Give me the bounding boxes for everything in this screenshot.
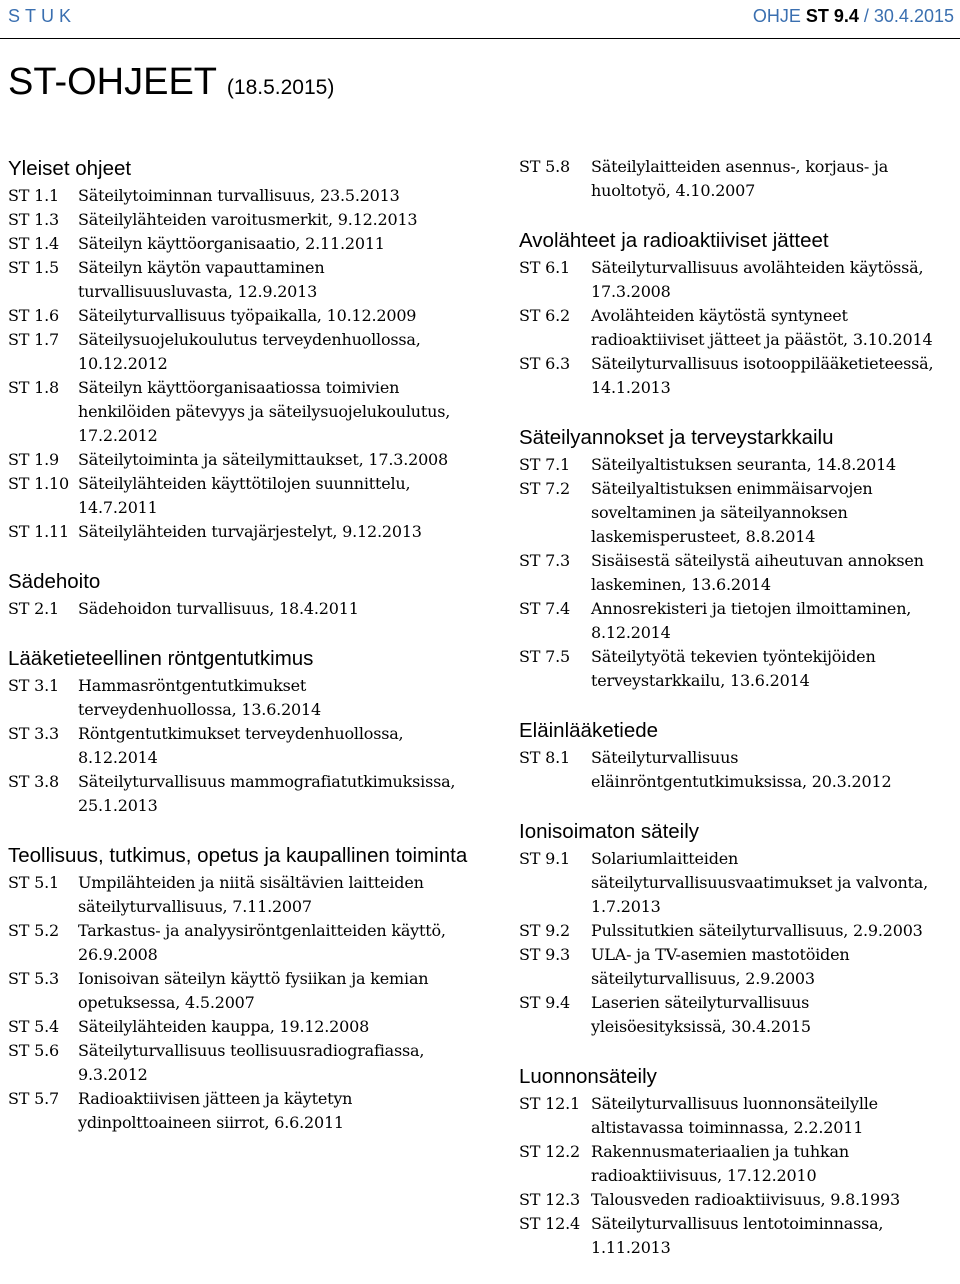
guide-code: ST 7.3 xyxy=(519,551,570,570)
guide-prefix: OHJE xyxy=(752,6,806,26)
guide-list-item xyxy=(8,597,468,621)
guide-title: Solariumlaitteiden säteilyturvallisuusvaatimukset ja valvonta, 1.7.2013 xyxy=(591,849,929,916)
guide-section xyxy=(519,155,955,203)
guide-list-item xyxy=(8,1039,468,1087)
guide-code: ST 5.7 xyxy=(8,1089,59,1108)
guide-title: Säteilylähteiden kauppa, 19.12.2008 xyxy=(78,1017,370,1036)
guide-title: Säteilyturvallisuus työpaikalla, 10.12.2009 xyxy=(78,306,417,325)
guide-title: Avolähteiden käytöstä syntyneet radioaktiiviset jätteet ja päästöt, 3.10.2014 xyxy=(591,306,933,349)
guide-title: Säteilysuojelukoulutus terveydenhuollossa, 10.12.2012 xyxy=(78,330,421,373)
guide-title: Laserien säteilyturvallisuus yleisöesityksissä, 30.4.2015 xyxy=(591,993,811,1036)
guide-code: ST 1.1 xyxy=(8,186,59,205)
guide-code: ST 1.3 xyxy=(8,210,59,229)
guide-list-item xyxy=(519,256,955,304)
guide-code: ST 1.5 xyxy=(8,258,59,277)
guide-list-item xyxy=(8,770,468,818)
guide-title: Säteilytyötä tekevien työntekijöiden terveystarkkailu, 13.6.2014 xyxy=(591,647,876,690)
guide-list-item xyxy=(8,520,468,544)
section-heading: Sädehoito xyxy=(8,570,101,593)
guide-list-item xyxy=(519,1092,955,1140)
guide-title: Pulssitutkien säteilyturvallisuus, 2.9.2003 xyxy=(591,921,923,940)
guide-list-item xyxy=(519,155,955,203)
section-heading: Avolähteet ja radioaktiiviset jätteet xyxy=(519,229,829,252)
guide-code: ST 9.2 xyxy=(519,921,570,940)
guide-code: ST 1.8 xyxy=(8,378,59,397)
guide-list-item xyxy=(8,184,468,208)
guide-title: Röntgentutkimukset terveydenhuollossa, 8.12.2014 xyxy=(78,724,404,767)
guide-code: ST 5.3 xyxy=(8,969,59,988)
guide-title: Säteilytoiminnan turvallisuus, 23.5.2013 xyxy=(78,186,400,205)
section-heading: Lääketieteellinen röntgentutkimus xyxy=(8,647,314,670)
guide-title: Säteilyturvallisuus luonnonsäteilylle altistavassa toiminnassa, 2.2.2011 xyxy=(591,1094,878,1137)
guide-list-item xyxy=(8,304,468,328)
guide-title: Sädehoidon turvallisuus, 18.4.2011 xyxy=(78,599,359,618)
right-column xyxy=(519,155,955,1284)
guide-code: ST 12.4 xyxy=(519,1214,580,1233)
guide-section xyxy=(519,1063,955,1260)
guide-code: ST 12.1 xyxy=(519,1094,580,1113)
title-main: ST-OHJEET xyxy=(8,61,217,103)
guide-list-item xyxy=(8,232,468,256)
section-heading: Luonnonsäteily xyxy=(519,1065,657,1088)
guide-title: Säteilyaltistuksen enimmäisarvojen soveltaminen ja säteilyannoksen laskemisperusteet, 8.8.2014 xyxy=(591,479,873,546)
guide-list-item xyxy=(8,1087,468,1135)
guide-title: Säteilyn käyttöorganisaatio, 2.11.2011 xyxy=(78,234,385,253)
guide-title: Radioaktiivisen jätteen ja käytetyn ydinpolttoaineen siirrot, 6.6.2011 xyxy=(78,1089,353,1132)
guide-list-item xyxy=(8,472,468,520)
guide-code: ST 7.1 xyxy=(519,455,570,474)
guide-list-item xyxy=(519,597,955,645)
guide-list-item xyxy=(519,1212,955,1260)
guide-title: Annosrekisteri ja tietojen ilmoittaminen, 8.12.2014 xyxy=(591,599,912,642)
guide-list-item xyxy=(8,919,468,967)
guide-code: ST 1.6 xyxy=(8,306,59,325)
guide-list-item xyxy=(519,549,955,597)
guide-code: ST 1.10 xyxy=(8,474,69,493)
guide-list-item xyxy=(519,746,955,794)
guide-code: ST 1.9 xyxy=(8,450,59,469)
guide-title: Säteilyturvallisuus eläinröntgentutkimuksissa, 20.3.2012 xyxy=(591,748,892,791)
guide-title: Säteilyturvallisuus teollisuusradiografiassa, 9.3.2012 xyxy=(78,1041,425,1084)
guide-code: ST 6.3 xyxy=(519,354,570,373)
guide-title: ULA- ja TV-asemien mastotöiden säteilyturvallisuus, 2.9.2003 xyxy=(591,945,850,988)
guide-list-item xyxy=(8,674,468,722)
guide-section xyxy=(519,818,955,1039)
guide-list-item xyxy=(519,352,955,400)
guide-title: Talousveden radioaktiivisuus, 9.8.1993 xyxy=(591,1190,900,1209)
guide-code: ST 5.2 xyxy=(8,921,59,940)
guide-reference xyxy=(753,6,954,27)
guide-list-item xyxy=(8,328,468,376)
guide-code: ST 7.2 xyxy=(519,479,570,498)
guide-code: ST 5.4 xyxy=(8,1017,59,1036)
guide-section xyxy=(8,568,468,621)
guide-title: Säteilyn käytön vapauttaminen turvallisuusluvasta, 12.9.2013 xyxy=(78,258,325,301)
guide-section xyxy=(519,424,955,693)
page-header xyxy=(8,6,954,30)
guide-code: ST 9.4 xyxy=(805,6,859,26)
guide-code: ST 3.3 xyxy=(8,724,59,743)
guide-code: ST 2.1 xyxy=(8,599,59,618)
guide-code: ST 1.11 xyxy=(8,522,69,541)
header-divider xyxy=(0,38,960,39)
guide-title: Säteilylähteiden käyttötilojen suunnittelu, 14.7.2011 xyxy=(78,474,411,517)
guide-list-item xyxy=(519,1188,955,1212)
guide-list-item xyxy=(519,991,955,1039)
guide-list-item xyxy=(8,208,468,232)
guide-section xyxy=(8,155,468,544)
guide-title: Säteilyaltistuksen seuranta, 14.8.2014 xyxy=(591,455,897,474)
guide-list-item xyxy=(8,376,468,448)
guide-list-item xyxy=(8,722,468,770)
guide-code: ST 8.1 xyxy=(519,748,570,767)
guide-code: ST 3.1 xyxy=(8,676,59,695)
guide-title: Säteilylähteiden varoitusmerkit, 9.12.2013 xyxy=(78,210,418,229)
guide-code: ST 5.8 xyxy=(519,157,570,176)
guide-code: ST 6.1 xyxy=(519,258,570,277)
guide-title: Umpilähteiden ja niitä sisältävien laitteiden säteilyturvallisuus, 7.11.2007 xyxy=(78,873,424,916)
guide-title: Säteilyturvallisuus lentotoiminnassa, 1.11.2013 xyxy=(591,1214,884,1257)
page-title xyxy=(8,60,334,110)
guide-code: ST 12.3 xyxy=(519,1190,580,1209)
guide-list-item xyxy=(8,448,468,472)
guide-title: Säteilyturvallisuus isotooppilääketieteessä, 14.1.2013 xyxy=(591,354,934,397)
guide-section xyxy=(8,645,468,818)
title-date: (18.5.2015) xyxy=(226,76,335,99)
guide-code: ST 5.6 xyxy=(8,1041,59,1060)
section-heading: Teollisuus, tutkimus, opetus ja kaupallinen toiminta xyxy=(8,844,468,867)
guide-title: Sisäisestä säteilystä aiheutuvan annoksen laskeminen, 13.6.2014 xyxy=(591,551,924,594)
guide-code: ST 5.1 xyxy=(8,873,59,892)
guide-title: Ionisoivan säteilyn käyttö fysiikan ja kemian opetuksessa, 4.5.2007 xyxy=(78,969,429,1012)
section-heading: Yleiset ohjeet xyxy=(8,157,132,180)
guide-section xyxy=(8,842,468,1135)
guide-list-item xyxy=(519,453,955,477)
left-column xyxy=(8,155,468,1159)
guide-list-item xyxy=(8,1015,468,1039)
guide-section xyxy=(519,227,955,400)
guide-title: Tarkastus- ja analyysiröntgenlaitteiden käyttö, 26.9.2008 xyxy=(78,921,446,964)
guide-list-item xyxy=(519,847,955,919)
guide-title: Säteilylaitteiden asennus-, korjaus- ja huoltotyö, 4.10.2007 xyxy=(591,157,889,200)
guide-date: / 30.4.2015 xyxy=(858,6,954,26)
guide-section xyxy=(519,717,955,794)
guide-list-item xyxy=(519,477,955,549)
guide-list-item xyxy=(8,256,468,304)
guide-title: Säteilytoiminta ja säteilymittaukset, 17.3.2008 xyxy=(78,450,449,469)
guide-code: ST 9.1 xyxy=(519,849,570,868)
guide-code: ST 7.5 xyxy=(519,647,570,666)
guide-code: ST 6.2 xyxy=(519,306,570,325)
organization-name: STUK xyxy=(8,6,77,26)
guide-list-item xyxy=(519,304,955,352)
section-heading: Säteilyannokset ja terveystarkkailu xyxy=(519,426,834,449)
guide-title: Säteilyturvallisuus avolähteiden käytössä, 17.3.2008 xyxy=(591,258,924,301)
guide-list-item xyxy=(8,967,468,1015)
guide-list-item xyxy=(8,871,468,919)
section-heading: Eläinlääketiede xyxy=(519,719,659,742)
guide-list-item xyxy=(519,943,955,991)
guide-title: Säteilylähteiden turvajärjestelyt, 9.12.2013 xyxy=(78,522,422,541)
guide-list-item xyxy=(519,919,955,943)
guide-title: Säteilyn käyttöorganisaatiossa toimivien henkilöiden pätevyys ja säteilysuojelukoulutus, 17.2.2012 xyxy=(78,378,451,445)
guide-code: ST 7.4 xyxy=(519,599,570,618)
guide-title: Rakennusmateriaalien ja tuhkan radioaktiivisuus, 17.12.2010 xyxy=(591,1142,849,1185)
guide-code: ST 1.4 xyxy=(8,234,59,253)
guide-code: ST 1.7 xyxy=(8,330,59,349)
guide-list-item xyxy=(519,645,955,693)
guide-code: ST 12.2 xyxy=(519,1142,580,1161)
guide-title: Hammasröntgentutkimukset terveydenhuollossa, 13.6.2014 xyxy=(78,676,321,719)
guide-code: ST 9.3 xyxy=(519,945,570,964)
guide-title: Säteilyturvallisuus mammografiatutkimuksissa, 25.1.2013 xyxy=(78,772,456,815)
guide-code: ST 3.8 xyxy=(8,772,59,791)
section-heading: Ionisoimaton säteily xyxy=(519,820,700,843)
guide-list-item xyxy=(519,1140,955,1188)
guide-code: ST 9.4 xyxy=(519,993,570,1012)
